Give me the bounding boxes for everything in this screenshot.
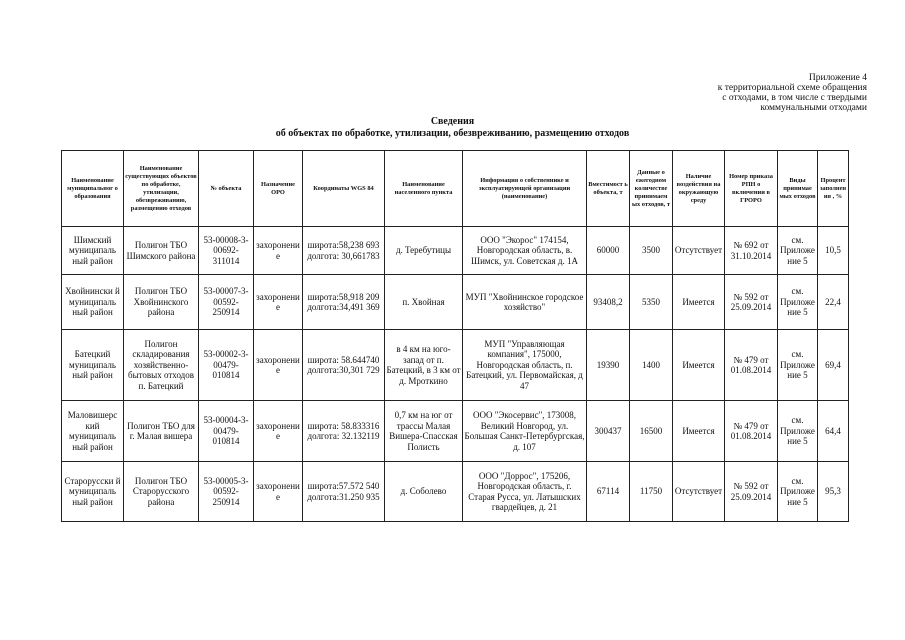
cell-object-name: Полигон ТБО Шимского района <box>124 227 199 275</box>
cell-object-name: Полигон ТБО для г. Малая вишера <box>124 401 199 462</box>
cell-fill-percent: 22,4 <box>818 275 849 330</box>
cell-waste-types: см. Приложе ние 5 <box>778 330 818 401</box>
cell-owner-info: ООО "Экорос" 174154, Новгородская область, в. Шимск, ул. Советская д. 1А <box>463 227 587 275</box>
cell-settlement: д. Теребутицы <box>385 227 463 275</box>
header-purpose: Назначение ОРО <box>254 151 303 227</box>
header-coordinates: Координаты WGS 84 <box>303 151 385 227</box>
cell-annual-amount: 11750 <box>630 462 673 522</box>
cell-owner-info: ООО "Доррос", 175206, Новгородская область, г. Старая Русса, ул. Латышских гвардейцев, д. 21 <box>463 462 587 522</box>
appendix-line-2: к территориальной схеме обращения <box>717 83 867 93</box>
cell-order-number: № 479 от 01.08.2014 <box>725 330 778 401</box>
cell-object-number: 53-00002-3-00479-010814 <box>199 330 254 401</box>
header-object-number: № объекта <box>199 151 254 227</box>
document-subtitle: об объектах по обработке, утилизации, обезвреживанию, размещению отходов <box>275 128 630 139</box>
cell-purpose: захоронени е <box>254 275 303 330</box>
table-row <box>62 330 849 401</box>
cell-object-number: 53-00004-3-00479-010814 <box>199 401 254 462</box>
cell-capacity: 60000 <box>587 227 630 275</box>
header-order-number: Номер приказа РПН о включении в ГРОРО <box>725 151 778 227</box>
cell-annual-amount: 1400 <box>630 330 673 401</box>
appendix-line-1: Приложение 4 <box>808 73 867 83</box>
header-fill-percent: Процент заполнения , % <box>818 151 849 227</box>
cell-environment-impact: Имеется <box>673 401 725 462</box>
table-header-row <box>62 151 849 227</box>
cell-object-name: Полигон ТБО Старорусского района <box>124 462 199 522</box>
cell-municipality: Маловишерс кий муниципаль ный район <box>62 401 124 462</box>
cell-waste-types: см. Приложе ние 5 <box>778 227 818 275</box>
header-owner-info: Информация о собственнике и эксплуатирующей организации (наименование) <box>463 151 587 227</box>
header-environment-impact: Наличие воздействия на окружающую среду <box>673 151 725 227</box>
cell-fill-percent: 10,5 <box>818 227 849 275</box>
cell-waste-types: см. Приложе ние 5 <box>778 275 818 330</box>
objects-table <box>61 150 849 522</box>
cell-coordinates: широта: 58.833316 долгота: 32.132119 <box>303 401 385 462</box>
appendix-line-3: с отходами, в том числе с твердыми <box>722 93 867 103</box>
cell-environment-impact: Отсутствует <box>673 227 725 275</box>
cell-municipality: Хвойнински й муниципаль ный район <box>62 275 124 330</box>
cell-municipality: Старорусски й муниципаль ный район <box>62 462 124 522</box>
cell-coordinates: широта: 58.644740 долгота:30,301 729 <box>303 330 385 401</box>
cell-object-name: Полигон складирования хозяйственно-бытовых отходов п. Батецкий <box>124 330 199 401</box>
table-row <box>62 462 849 522</box>
header-settlement: Наименование населенного пункта <box>385 151 463 227</box>
appendix-note <box>607 73 867 113</box>
cell-object-number: 53-00007-3-00592-250914 <box>199 275 254 330</box>
document-title: Сведения <box>430 116 475 127</box>
cell-object-number: 53-00008-3-00692-311014 <box>199 227 254 275</box>
cell-object-number: 53-00005-3-00592-250914 <box>199 462 254 522</box>
cell-settlement: 0,7 км на юг от трассы Малая Вишера-Спасская Полисть <box>385 401 463 462</box>
cell-owner-info: ООО "Экосервис", 173008, Великий Новгород, ул. Большая Санкт-Петербургская, д. 107 <box>463 401 587 462</box>
cell-environment-impact: Имеется <box>673 275 725 330</box>
cell-settlement: в 4 км на юго-запад от п. Батецкий, в 3 км от д. Мроткино <box>385 330 463 401</box>
cell-purpose: захоронени е <box>254 330 303 401</box>
cell-coordinates: широта:58,238 693 долгота: 30,661783 <box>303 227 385 275</box>
cell-waste-types: см. Приложе ние 5 <box>778 401 818 462</box>
cell-order-number: № 592 от 25.09.2014 <box>725 462 778 522</box>
cell-waste-types: см. Приложе ние 5 <box>778 462 818 522</box>
cell-capacity: 300437 <box>587 401 630 462</box>
cell-capacity: 19390 <box>587 330 630 401</box>
cell-owner-info: МУП "Управляющая компания", 175000, Новгородская область, п. Батецкий, ул. Первомайская, д 47 <box>463 330 587 401</box>
cell-capacity: 67114 <box>587 462 630 522</box>
header-annual-amount: Данные о ежегодном количестве принимаем ых отходов, т <box>630 151 673 227</box>
cell-object-name: Полигон ТБО Хвойнинского района <box>124 275 199 330</box>
cell-order-number: № 479 от 01.08.2014 <box>725 401 778 462</box>
cell-annual-amount: 16500 <box>630 401 673 462</box>
cell-fill-percent: 64,4 <box>818 401 849 462</box>
header-capacity: Вместимост ь объекта, т <box>587 151 630 227</box>
header-waste-types: Виды принимае мых отходов <box>778 151 818 227</box>
cell-environment-impact: Имеется <box>673 330 725 401</box>
cell-settlement: д. Соболево <box>385 462 463 522</box>
header-object-name: Наименование существующих объектов по обработке, утилизации, обезвреживанию, размещению отходов <box>124 151 199 227</box>
header-municipality: Наименование муниципальног о образования <box>62 151 124 227</box>
cell-capacity: 93408,2 <box>587 275 630 330</box>
cell-environment-impact: Отсутствует <box>673 462 725 522</box>
cell-municipality: Шимский муниципаль ный район <box>62 227 124 275</box>
cell-owner-info: МУП "Хвойнинское городское хозяйство" <box>463 275 587 330</box>
appendix-line-4: коммунальными отходами <box>760 103 867 113</box>
cell-coordinates: широта:57.572 540 долгота:31.250 935 <box>303 462 385 522</box>
cell-coordinates: широта:58,918 209 долгота:34,491 369 <box>303 275 385 330</box>
cell-purpose: захоронени е <box>254 227 303 275</box>
table-row <box>62 275 849 330</box>
cell-order-number: № 592 от 25.09.2014 <box>725 275 778 330</box>
cell-annual-amount: 3500 <box>630 227 673 275</box>
cell-fill-percent: 69,4 <box>818 330 849 401</box>
table-row <box>62 401 849 462</box>
cell-settlement: п. Хвойная <box>385 275 463 330</box>
cell-order-number: № 692 от 31.10.2014 <box>725 227 778 275</box>
table-row <box>62 227 849 275</box>
cell-purpose: захоронени е <box>254 401 303 462</box>
cell-annual-amount: 5350 <box>630 275 673 330</box>
cell-purpose: захоронени е <box>254 462 303 522</box>
cell-fill-percent: 95,3 <box>818 462 849 522</box>
cell-municipality: Батецкий муниципаль ный район <box>62 330 124 401</box>
